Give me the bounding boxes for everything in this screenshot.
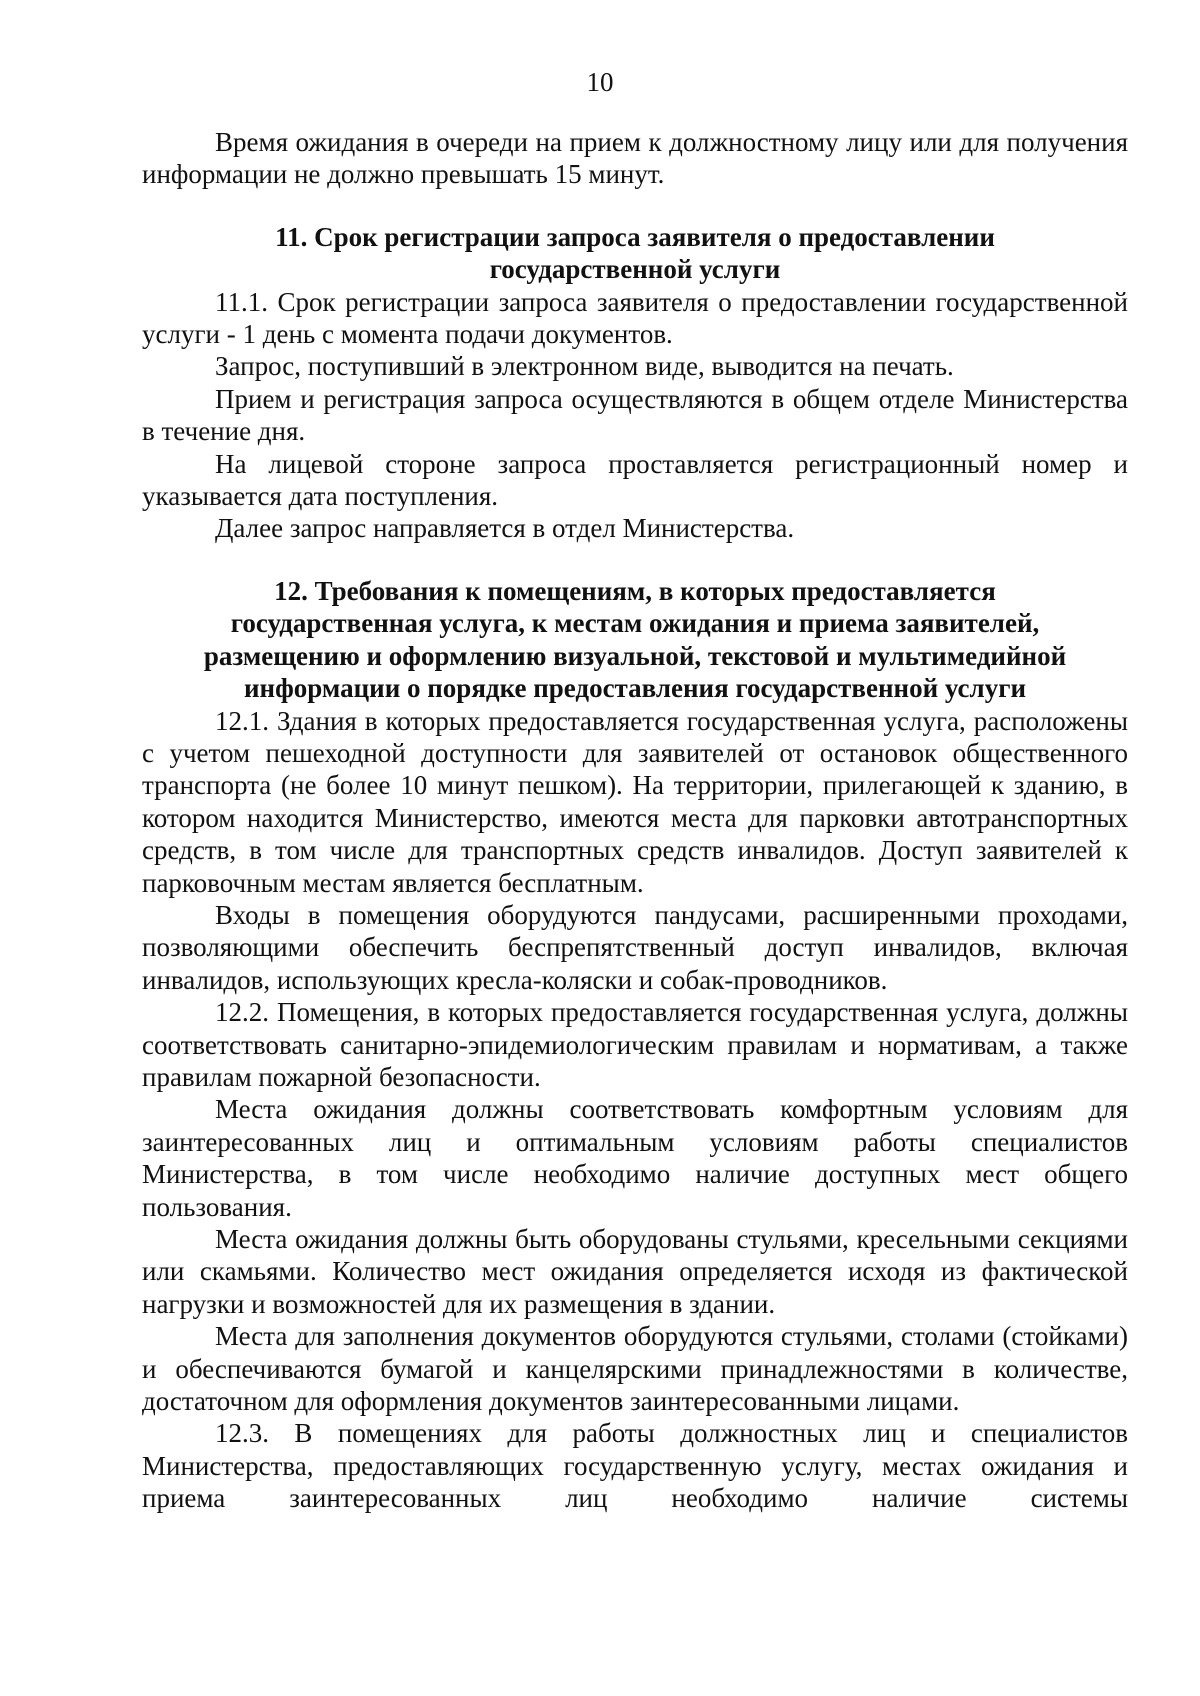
paragraph-waiting-comfort: Места ожидания должны соответствовать комфортным условиям для заинтересованных лиц и оптимальным условиям работы специалистов Министерства, в том числе необходимо наличие доступных мест общего пользования. bbox=[142, 1094, 1128, 1222]
paragraph-12-2: 12.2. Помещения, в которых предоставляется государственная услуга, должны соответствовать санитарно-эпидемиологическим правилам и нормативам, а также правилам пожарной безопасности. bbox=[142, 997, 1128, 1092]
paragraph-reception-registration: Прием и регистрация запроса осуществляются в общем отделе Министерства в течение дня. bbox=[142, 383, 1128, 447]
document-body bbox=[142, 126, 1128, 1515]
section-11-heading-line-2: государственной услуги bbox=[489, 254, 781, 285]
paragraph-waiting-seating: Места ожидания должны быть оборудованы стульями, кресельными секциями или скамьями. Количество мест ожидания определяется исходя из фактической нагрузки и возможностей для их размещения в здании. bbox=[142, 1224, 1128, 1319]
section-11-heading bbox=[142, 221, 1128, 286]
paragraph-document-filling: Места для заполнения документов оборудуются стульями, столами (стойками) и обеспечиваются бумагой и канцелярскими принадлежностями в количестве, достаточном для оформления документов заинтересованными лицами. bbox=[142, 1321, 1128, 1417]
section-12-heading-line-1: 12. Требования к помещениям, в которых предоставляется bbox=[274, 575, 996, 606]
section-12-heading-line-2: государственная услуга, к местам ожидания и приема заявителей, bbox=[230, 608, 1040, 639]
page-number: 10 bbox=[586, 67, 614, 97]
paragraph-forwarding: Далее запрос направляется в отдел Министерства. bbox=[215, 513, 795, 544]
section-12-heading bbox=[142, 575, 1128, 705]
paragraph-entrances: Входы в помещения оборудуются пандусами, расширенными проходами, позволяющими обеспечить беспрепятственный доступ инвалидов, включая инвалидов, использующих кресла-коляски и собак-проводников. bbox=[142, 899, 1128, 995]
paragraph-12-3: 12.3. В помещениях для работы должностных лиц и специалистов Министерства, предоставляющих государственную услугу, местах ожидания и приема заинтересованных лиц необходимо наличие системы bbox=[142, 1418, 1128, 1514]
paragraph-12-1: 12.1. Здания в которых предоставляется государственная услуга, расположены с учетом пешеходной доступности для заявителей от остановок общественного транспорта (не более 10 минут пешком). На территории, прилегающей к зданию, в котором находится Министерство, имеются места для парковки автотранспортных средств, в том числе для транспортных средств инвалидов. Доступ заявителей к парковочным местам является бесплатным. bbox=[142, 705, 1128, 898]
paragraph-registration-number: На лицевой стороне запроса проставляется регистрационный номер и указывается дата поступления. bbox=[142, 448, 1128, 512]
section-11-heading-line-1: 11. Срок регистрации запроса заявителя о предоставлении bbox=[275, 221, 995, 252]
spacer bbox=[142, 191, 1128, 221]
paragraph-electronic-request: Запрос, поступивший в электронном виде, выводится на печать. bbox=[215, 351, 954, 382]
section-12-heading-line-4: информации о порядке предоставления государственной услуги bbox=[243, 673, 1027, 704]
paragraph-queue-wait-time: Время ожидания в очереди на прием к должностному лицу или для получения информации не должно превышать 15 минут. bbox=[142, 127, 1128, 190]
section-12-heading-line-3: размещению и оформлению визуальной, текстовой и мультимедийной bbox=[203, 640, 1067, 671]
paragraph-11-1: 11.1. Срок регистрации запроса заявителя о предоставлении государственной услуги - 1 день с момента подачи документов. bbox=[142, 286, 1128, 350]
spacer bbox=[142, 545, 1128, 575]
